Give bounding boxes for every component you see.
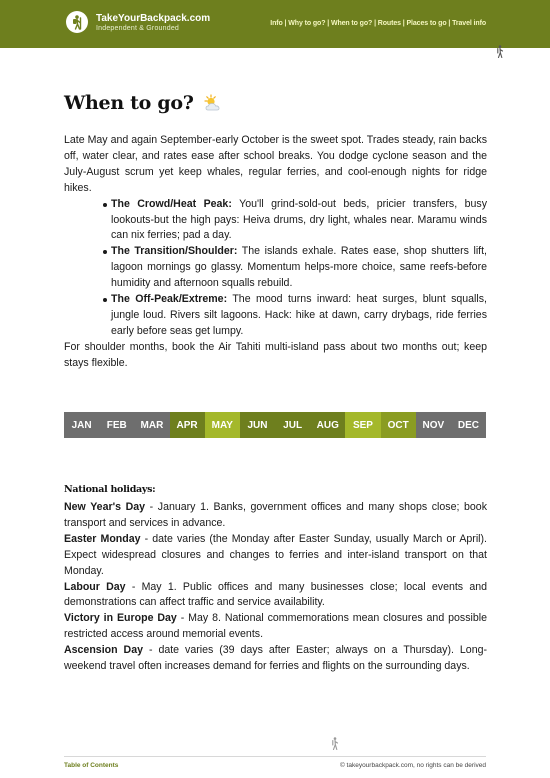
holiday-name: Easter Monday [64, 532, 141, 545]
month-apr: APR [170, 412, 205, 438]
sun-behind-cloud-icon [202, 94, 224, 112]
bullet-label: The Crowd/Heat Peak: [111, 197, 232, 210]
brand-tagline: Independent & Grounded [96, 25, 180, 32]
month-jul: JUL [275, 412, 310, 438]
section-heading [64, 92, 224, 114]
holiday-item [64, 611, 487, 643]
nav-link-routes[interactable]: Routes [377, 20, 401, 27]
bullet-text: You'll grind-sold-out beds, pricier transfers, busy lookouts-but the high pays: Heiva drums, dry light, whales near. Maramu winds can nix ferries; pad a day. [111, 197, 487, 242]
holiday-item [64, 500, 487, 532]
month-jan: JAN [64, 412, 99, 438]
holiday-text: - date varies (the Monday after Easter Sunday, usually March or April). Expect widespread closures and changes to ferries and inter-island transport on that Monday. [64, 532, 487, 577]
copyright-text: © takeyourbackpack.com, no rights can be derived [339, 762, 486, 769]
month-strip [64, 412, 486, 438]
nav-link-when-to-go[interactable]: When to go? [330, 20, 373, 27]
footer-divider [64, 756, 486, 757]
month-oct: OCT [381, 412, 416, 438]
holiday-item [64, 580, 487, 612]
nav-link-why-to-go[interactable]: Why to go? [288, 20, 326, 27]
table-of-contents-link[interactable]: Table of Contents [64, 762, 119, 769]
intro-paragraph: Late May and again September-early October is the sweet spot. Trades steady, rain backs off, water clear, and rates ease after school breaks. You dodge cyclone season and the July-August scrum yet keep whales, regular ferries, and cool-enough nights for ridge hikes. [64, 134, 487, 194]
brand-name[interactable]: TakeYourBackpack.com [96, 13, 211, 24]
holiday-name: Victory in Europe Day [64, 612, 177, 625]
bullet-text: The islands exhale. Rates ease, shop shutters lift, lagoon mornings go glassy. Momentum helps-more choice, same reefs-before humidity and afternoon squalls rebuild. [111, 245, 488, 290]
holiday-text: - date varies (39 days after Easter; always on a Thursday). Long-weekend travel often increases demand for ferries and flights on the surrounding days. [64, 644, 488, 673]
holiday-text: - January 1. Banks, government offices and many shops close; book transport and services in advance. [64, 501, 487, 529]
holidays-section [64, 484, 487, 675]
month-mar: MAR [134, 412, 169, 438]
bullet-label: The Transition/Shoulder: [111, 245, 238, 258]
list-item [111, 197, 487, 245]
nav-link-places-to-go[interactable]: Places to go [406, 20, 447, 27]
site-header [0, 0, 550, 48]
outro-paragraph: For shoulder months, book the Air Tahiti multi-island pass about two months out; keep stays flexible. [64, 340, 487, 369]
holidays-heading: National holidays: [64, 484, 156, 495]
list-item [111, 292, 487, 340]
holiday-name: Ascension Day [64, 644, 143, 657]
nav-link-info[interactable]: Info [270, 20, 283, 27]
holiday-text: - May 1. Public offices and many businesses close; local events and demonstrations can affect traffic and service availability. [64, 580, 488, 609]
month-nov: NOV [416, 412, 451, 438]
hiker-icon [330, 737, 340, 750]
month-feb: FEB [99, 412, 134, 438]
holiday-text: - May 8. National commemorations mean closures and possible restricted access around memorial events. [64, 612, 487, 641]
month-sep: SEP [345, 412, 380, 438]
logo-icon[interactable] [66, 11, 88, 33]
month-may: MAY [205, 412, 240, 438]
month-aug: AUG [310, 412, 345, 438]
list-item [111, 244, 487, 292]
holiday-item [64, 643, 487, 675]
holiday-name: Labour Day [64, 580, 126, 593]
bullet-text: The mood turns inward: heat surges, blunt squalls, jungle loud. Rivers silt lagoons. Hack: hike at dawn, carry drybags, ride ferries early before seas get lumpy. [111, 293, 488, 337]
season-list [64, 197, 487, 340]
hiker-icon [495, 45, 505, 58]
holiday-item [64, 532, 487, 580]
top-nav: Info | Why to go? | When to go? | Routes | Places to go | Travel info [270, 20, 486, 27]
month-dec: DEC [451, 412, 486, 438]
when-to-go-text [64, 133, 487, 372]
holiday-name: New Year's Day [64, 501, 146, 513]
nav-link-travel-info[interactable]: Travel info [452, 20, 486, 27]
month-jun: JUN [240, 412, 275, 438]
page-title: When to go? [64, 92, 194, 114]
bullet-label: The Off-Peak/Extreme: [111, 293, 228, 306]
